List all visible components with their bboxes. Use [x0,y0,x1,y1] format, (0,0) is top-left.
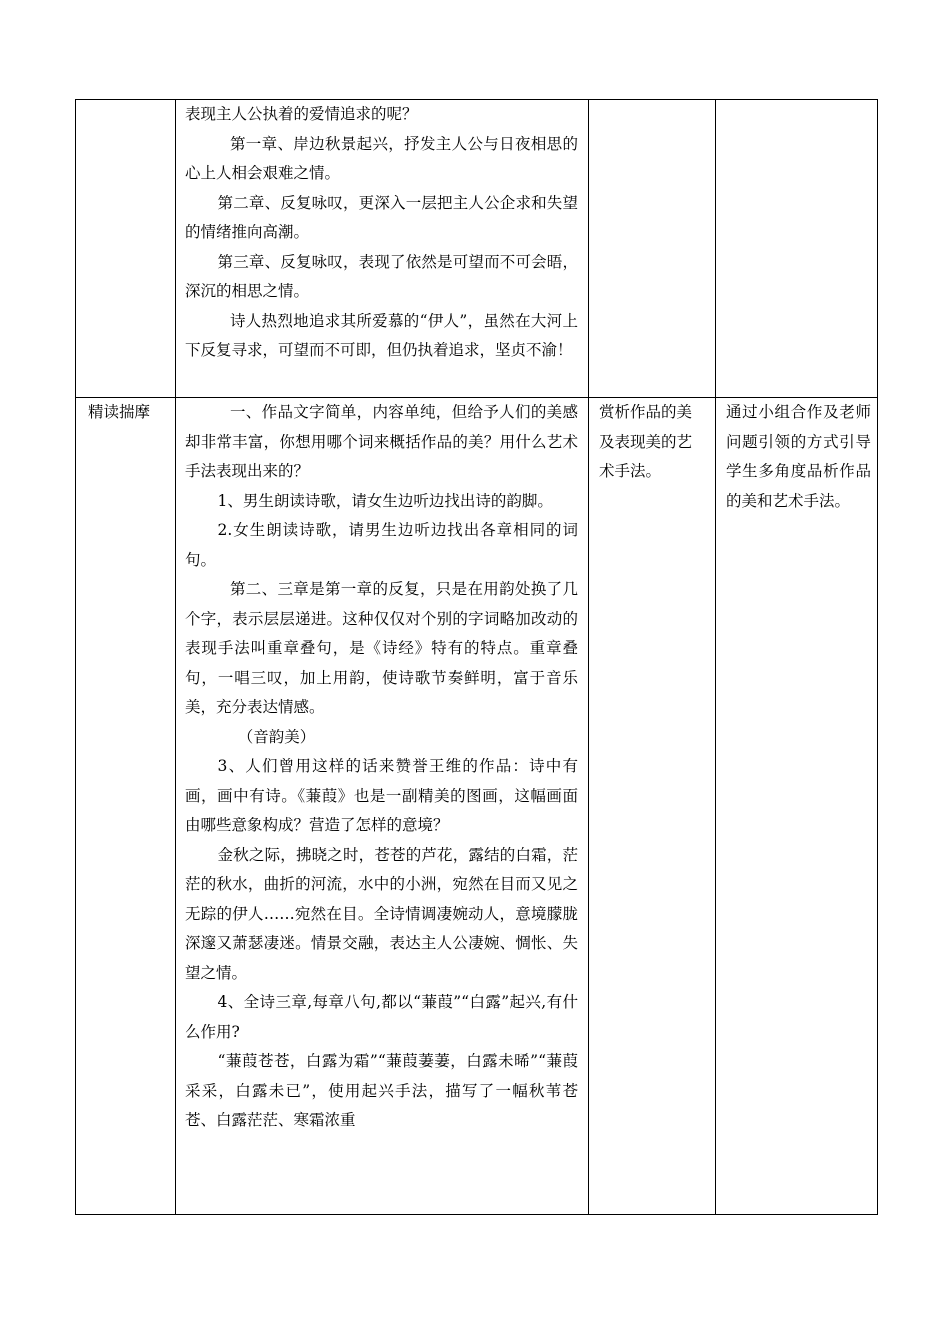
design-intent-text: 通过小组合作及老师问题引领的方式引导学生多角度品析作品的美和艺术手法。 [726,403,871,510]
stage-cell [76,100,176,398]
paragraph: “蒹葭苍苍，白露为霜”“蒹葭萋萋，白露未晞”“蒹葭采采，白露未已”，使用起兴手法，描写了一幅秋苇苍苍、白露茫茫、寒霜浓重 [185,1052,578,1129]
student-activity-cell [589,100,716,398]
stage-label: 精读揣摩 [88,403,151,421]
content-text [176,100,588,366]
paragraph: 3、人们曾用这样的话来赞誉王维的作品：诗中有画，画中有诗。《蒹葭》也是一副精美的图画，这幅画面由哪些意象构成？营造了怎样的意境？ [185,757,578,834]
design-intent-cell [716,100,878,398]
paragraph: 金秋之际，拂晓之时，苍苍的芦花，露结的白霜，茫茫的秋水，曲折的河流，水中的小洲，宛然在目而又见之无踪的伊人……宛然在目。全诗情调凄婉动人，意境朦胧深邃又萧瑟凄迷。情景交融，表达主人公凄婉、惆怅、失望之情。 [185,845,578,982]
student-activity-text: 赏析作品的美及表现美的艺术手法。 [599,403,693,480]
paragraph: 第二、三章是第一章的反复，只是在用韵处换了几个字，表示层层递进。这种仅仅对个别的字词略加改动的表现手法叫重章叠句，是《诗经》特有的特点。重章叠句，一唱三叹，加上用韵，使诗歌节奏鲜明，富于音乐美，充分表达情感。 [185,580,578,716]
paragraph: 第三章、反复咏叹，表现了依然是可望而不可会晤，深沉的相思之情。 [185,252,578,300]
content-text [176,398,588,1136]
paragraph: 表现主人公执着的爱情追求的呢？ [185,105,418,123]
paragraph: 2.女生朗读诗歌，请男生边听边找出各章相同的词句。 [185,521,578,569]
table-row [76,398,878,1215]
content-cell [176,100,589,398]
stage-cell [76,398,176,1215]
paragraph: 第一章、岸边秋景起兴，抒发主人公与日夜相思的心上人相会艰难之情。 [185,134,578,182]
student-activity-cell [589,398,716,1215]
paragraph: 诗人热烈地追求其所爱慕的“伊人”，虽然在大河上下反复寻求，可望而不可即，但仍执着追求，坚贞不渝！ [185,311,578,359]
paragraph: （音韵美） [237,727,316,746]
lesson-plan-table [75,99,878,1215]
content-cell [176,398,589,1215]
table-row [76,100,878,398]
paragraph: 第二章、反复咏叹，更深入一层把主人公企求和失望的情绪推向高潮。 [185,193,578,241]
design-intent-cell [716,398,878,1215]
paragraph: 1、男生朗读诗歌，请女生边听边找出诗的韵脚。 [217,491,553,510]
paragraph: 一、作品文字简单，内容单纯，但给予人们的美感却非常丰富，你想用哪个词来概括作品的美？用什么艺术手法表现出来的？ [185,403,578,480]
paragraph: 4、全诗三章,每章八句,都以“蒹葭”“白露”起兴,有什么作用? [185,993,578,1041]
